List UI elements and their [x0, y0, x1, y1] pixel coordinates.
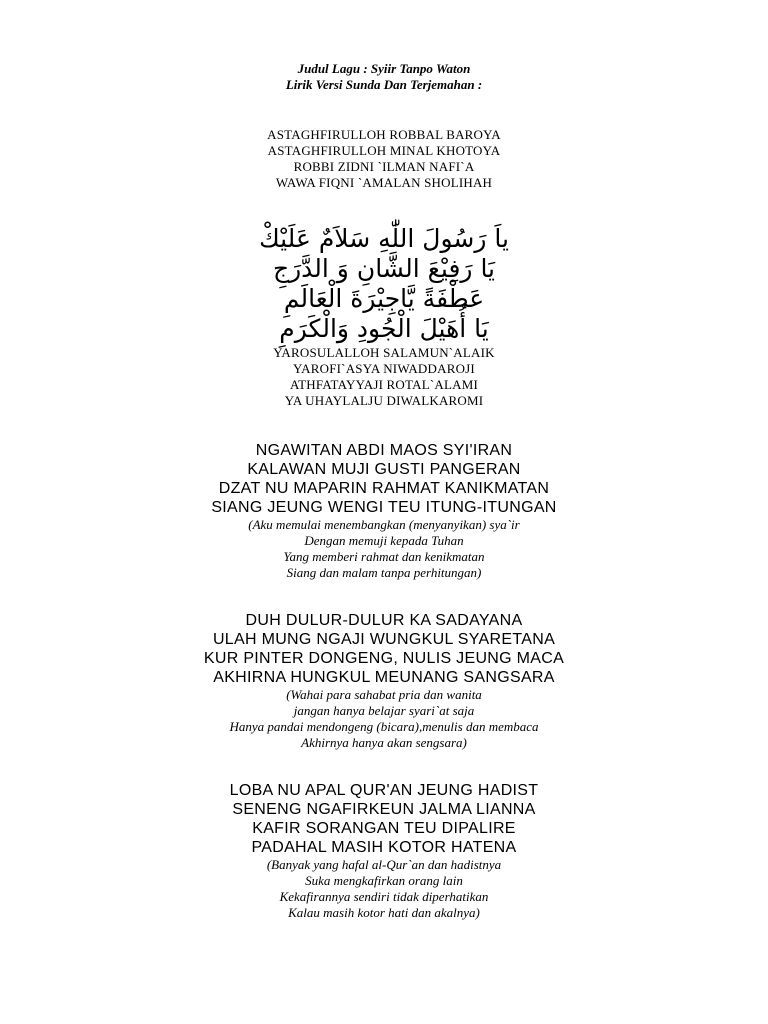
translation-line: Kalau masih kotor hati dan akalnya)	[288, 905, 480, 920]
stanza-3	[0, 781, 768, 921]
istighfar-block	[0, 127, 768, 191]
sholawat-latin-line: YAROFI`ASYA NIWADDAROJI	[293, 361, 475, 376]
verse-line: PADAHAL MASIH KOTOR HATENA	[251, 839, 517, 856]
sholawat-latin-block	[0, 345, 768, 409]
istighfar-line: ROBBI ZIDNI `ILMAN NAFI`A	[293, 159, 475, 174]
translation-line: jangan hanya belajar syari`at saja	[293, 703, 475, 718]
verse-line: KUR PINTER DONGENG, NULIS JEUNG MACA	[203, 650, 565, 667]
istighfar-line: ASTAGHFIRULLOH ROBBAL BAROYA	[267, 127, 501, 142]
verse-line: SENENG NGAFIRKEUN JALMA LIANNA	[232, 801, 536, 818]
arabic-line: ياَ رَسُولَ اللّٰهِ سَلاَمٌ عَلَيْكْ	[259, 224, 509, 253]
arabic-line: يَا أُهَيْلَ الْجُودِ وَالْكَرَمِ	[279, 314, 489, 343]
translation-line: Hanya pandai mendongeng (bicara),menulis dan membaca	[229, 719, 539, 734]
translation-line: (Banyak yang hafal al-Qur`an dan hadistnya	[266, 857, 502, 872]
lyrics-subtitle: Lirik Versi Sunda Dan Terjemahan :	[285, 77, 483, 92]
verse-line: SIANG JEUNG WENGI TEU ITUNG-ITUNGAN	[211, 499, 557, 516]
translation-line: Akhirnya hanya akan sengsara)	[301, 735, 467, 750]
sholawat-arabic-block	[0, 224, 768, 344]
song-title: Judul Lagu : Syiir Tanpo Waton	[297, 61, 471, 76]
arabic-line: يَا رَفِيْعَ الشَّانِ وَ الدَّرَجِ	[272, 254, 496, 283]
sholawat-latin-line: YAROSULALLOH SALAMUN`ALAIK	[273, 345, 495, 360]
verse-line: NGAWITAN ABDI MAOS SYI'IRAN	[255, 442, 513, 459]
stanza-2	[0, 611, 768, 751]
translation-line: Kekafirannya sendiri tidak diperhatikan	[279, 889, 489, 904]
verse-line: DUH DULUR-DULUR KA SADAYANA	[245, 612, 523, 629]
translation-line: (Aku memulai menembangkan (menyanyikan) sya`ir	[248, 517, 520, 532]
document-header	[0, 62, 768, 92]
translation-line: Suka mengkafirkan orang lain	[305, 873, 463, 888]
verse-line: LOBA NU APAL QUR'AN JEUNG HADIST	[229, 782, 539, 799]
translation-line: Dengan memuji kepada Tuhan	[304, 533, 464, 548]
translation-line: (Wahai para sahabat pria dan wanita	[286, 687, 482, 702]
verse-line: DZAT NU MAPARIN RAHMAT KANIKMATAN	[218, 480, 550, 497]
istighfar-line: WAWA FIQNI `AMALAN SHOLIHAH	[275, 175, 493, 190]
translation-line: Siang dan malam tanpa perhitungan)	[286, 565, 482, 580]
translation-line: Yang memberi rahmat dan kenikmatan	[283, 549, 485, 564]
verse-line: AKHIRNA HUNGKUL MEUNANG SANGSARA	[213, 669, 555, 686]
sholawat-latin-line: YA UHAYLALJU DIWALKAROMI	[284, 393, 484, 408]
istighfar-line: ASTAGHFIRULLOH MINAL KHOTOYA	[267, 143, 501, 158]
verse-line: KAFIR SORANGAN TEU DIPALIRE	[252, 820, 516, 837]
verse-line: ULAH MUNG NGAJI WUNGKUL SYARETANA	[212, 631, 556, 648]
sholawat-latin-line: ATHFATAYYAJI ROTAL`ALAMI	[290, 377, 478, 392]
verse-line: KALAWAN MUJI GUSTI PANGERAN	[247, 461, 521, 478]
arabic-line: عَطْفَةً يَّاجِيْرَةَ الْعَالَمِ	[283, 284, 485, 313]
stanza-1	[0, 441, 768, 581]
